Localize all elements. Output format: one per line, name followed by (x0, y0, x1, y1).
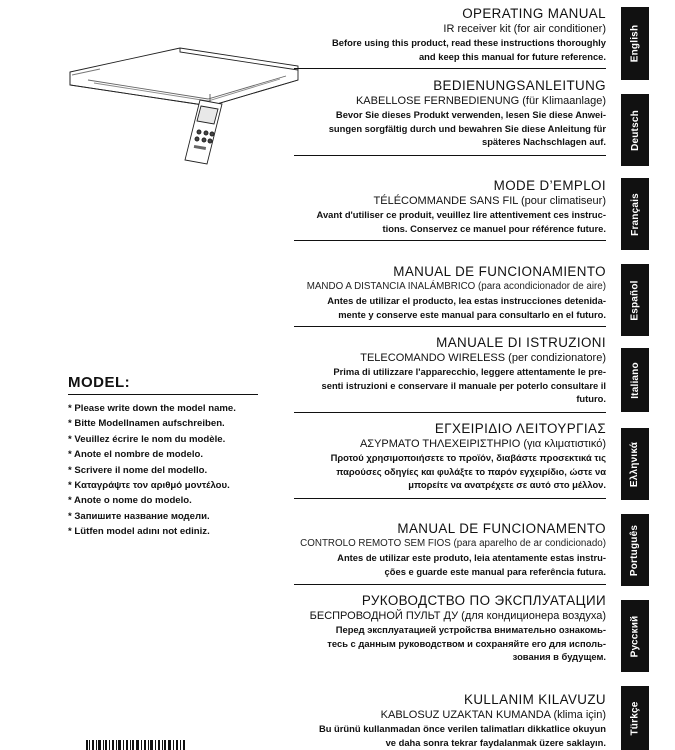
tab-russkiy: Русский (621, 600, 649, 672)
section-description: Antes de utilizar este produto, leia atentamente estas instru- ções e guarde este manual para referência futura. (337, 552, 606, 577)
section-description: Before using this product, read these instructions thoroughly and keep this manual for future reference. (332, 37, 606, 62)
tab-deutsch: Deutsch (621, 94, 649, 166)
section-subtitle: MANDO A DISTANCIA INALÁMBRICO (para acondicionador de aire) (306, 281, 606, 292)
model-note: * Anote o nome do modelo. (68, 495, 192, 507)
remote-control-icon (185, 100, 222, 164)
section-espanol (288, 264, 606, 321)
section-subtitle: KABLOSUZ UZAKTAN KUMANDA (klima için) (380, 709, 606, 721)
section-subtitle: KABELLOSE FERNBEDIENUNG (für Klimaanlage) (355, 95, 606, 107)
section-description: Bu ürünü kullanmadan önce verilen talimatları dikkatlice okuyun ve daha sonra tekrar faydalanmak üzere saklayın. (318, 723, 606, 748)
section-description: Antes de utilizar el producto, lea estas instrucciones detenida- mente y conserve este manual para consultarlo en el futuro. (327, 295, 606, 320)
section-divider (294, 584, 606, 585)
model-block (68, 374, 258, 540)
tab-turkce: Türkçe (621, 686, 649, 750)
section-subtitle: БЕСПРОВОДНОЙ ПУЛЬТ ДУ (для кондиционера воздуха) (309, 610, 606, 622)
air-conditioner-remote-illustration (60, 40, 300, 170)
model-notes-list (68, 401, 258, 540)
section-title: MANUAL DE FUNCIONAMENTO (397, 521, 606, 536)
section-divider (294, 68, 606, 69)
section-title: РУКОВОДСТВО ПО ЭКСПЛУАТАЦИИ (361, 593, 606, 608)
section-ellinika (288, 421, 606, 492)
section-subtitle: ΑΣΥΡΜΑΤΟ ΤΗΛΕΧΕΙΡΙΣΤΗΡΙΟ (για κλιματιστικό) (359, 438, 606, 450)
model-title: MODEL: (68, 374, 258, 395)
section-deutsch (288, 78, 606, 149)
section-title: BEDIENUNGSANLEITUNG (433, 78, 606, 93)
section-description: Avant d'utiliser ce produit, veuillez lire attentivement ces instruc- tions. Conservez ce manuel pour référence future. (316, 209, 606, 234)
section-description: Bevor Sie dieses Produkt verwenden, lesen Sie diese Anwei- sungen sorgfältig durch und bewahren Sie diese Anleitung für späteres Nachschlagen auf. (328, 109, 606, 148)
section-divider (294, 412, 606, 413)
section-divider (294, 240, 606, 241)
section-portugues (288, 521, 606, 578)
model-note: * Καταγράψτε τον αριθμό μοντέλου. (68, 480, 230, 492)
section-title: MANUALE DI ISTRUZIONI (436, 335, 606, 350)
tab-espanol: Español (621, 264, 649, 336)
tab-ellinika: Ελληνικά (621, 428, 649, 500)
model-note: * Lütfen model adını not ediniz. (68, 526, 210, 538)
tab-english: English (621, 7, 649, 80)
section-subtitle: TELECOMANDO WIRELESS (per condizionatore) (360, 352, 606, 364)
model-note: * Please write down the model name. (68, 403, 236, 414)
section-title: ΕΓΧΕΙΡΙΔΙΟ ΛΕΙΤΟΥΡΓΙΑΣ (434, 421, 606, 436)
section-english (288, 6, 606, 63)
section-divider (294, 326, 606, 327)
section-russkiy (288, 593, 606, 664)
model-note: * Запишите название модели. (68, 510, 210, 522)
section-subtitle: IR receiver kit (for air conditioner) (443, 23, 606, 35)
ceiling-unit-icon (70, 48, 298, 106)
section-turkce (288, 692, 606, 749)
tab-italiano: Italiano (621, 348, 649, 412)
barcode-icon (86, 740, 186, 750)
model-note: * Anote el nombre de modelo. (68, 449, 204, 461)
tab-francais: Français (621, 178, 649, 250)
model-note: * Bitte Modellnamen aufschreiben. (68, 418, 225, 430)
model-note: * Scrivere il nome del modello. (68, 464, 208, 476)
section-divider (294, 155, 606, 156)
section-italiano (288, 335, 606, 406)
section-divider (294, 498, 606, 499)
section-title: MODE D’EMPLOI (493, 178, 606, 193)
section-description: Προτού χρησιμοποιήσετε το προϊόν, διαβάστε προσεκτικά τις παρούσες οδηγίες και φυλάξτε το παρόν εγχειρίδιο, ώστε να μπορείτε να ανατρέχετε σε αυτό στο μέλλον. (330, 452, 606, 491)
section-title: KULLANIM KILAVUZU (464, 692, 606, 707)
section-description: Prima di utilizzare l'apparecchio, leggere attentamente le pre- senti istruzioni e conservare il manuale per poterlo consultare il futuro. (321, 366, 606, 405)
model-note: * Veuillez écrire le nom du modèle. (68, 433, 226, 445)
tab-portugues: Português (621, 514, 649, 586)
section-francais (288, 178, 606, 235)
section-subtitle: CONTROLO REMOTO SEM FIOS (para aparelho de ar condicionado) (300, 538, 606, 549)
section-subtitle: TÉLÉCOMMANDE SANS FIL (pour climatiseur) (373, 195, 606, 207)
section-title: OPERATING MANUAL (462, 6, 606, 21)
section-description: Перед эксплуатацией устройства внимательно ознакомь- тесь с данным руководством и сохраняйте его для исполь- зования в будущем. (327, 624, 606, 663)
section-title: MANUAL DE FUNCIONAMIENTO (393, 264, 606, 279)
